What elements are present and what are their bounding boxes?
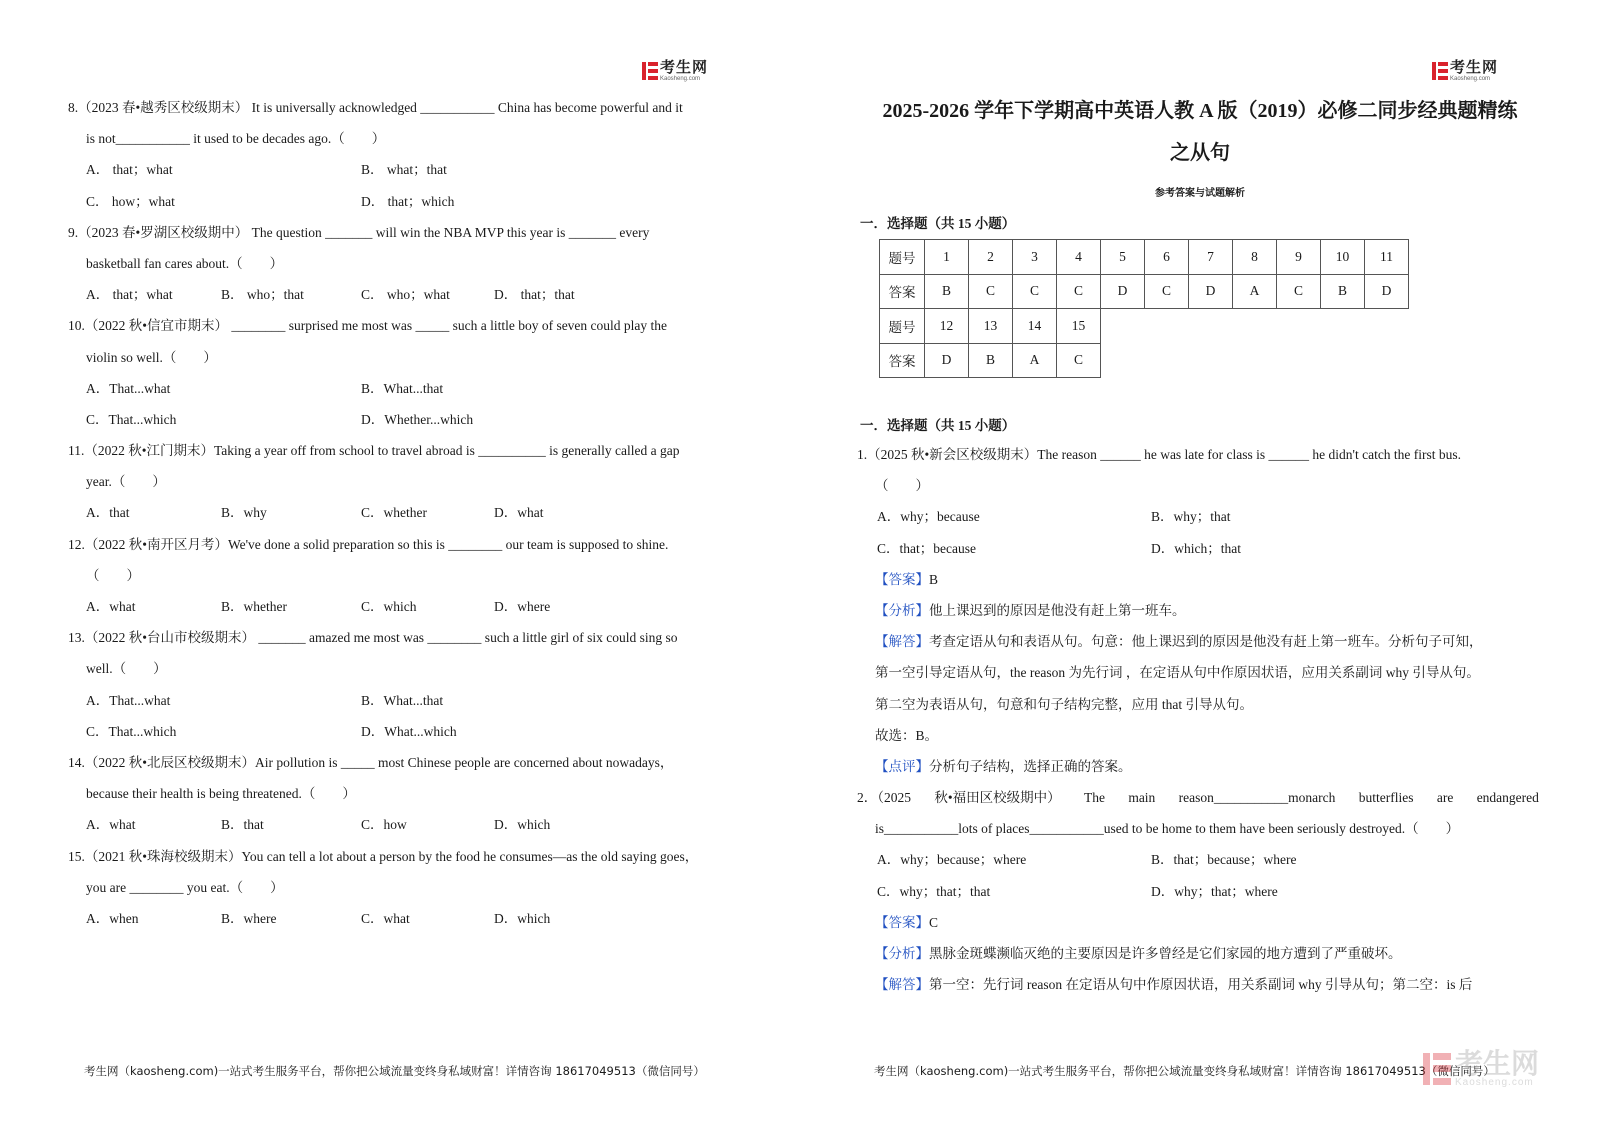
kaosheng-logo [1432,60,1498,82]
option: A．what [86,817,136,833]
option: C．whether [361,505,427,521]
question-stem: 1.（2025 秋•新会区校级期末）The reason ______ he was late for class is ______ he didn't catch the first bus. [857,447,1462,462]
answer-line [857,907,1539,938]
question-stem: well.（ ） [86,661,167,677]
stem-word: endangered [1476,790,1539,806]
option: D．what [494,505,544,521]
option: A． that；what [86,287,173,303]
option: B．that [221,817,264,833]
stem-word: main [1128,790,1156,806]
question-item [68,747,728,841]
option: C．what [361,910,410,926]
table-cell: 13 [969,309,1013,344]
option-row [68,591,728,622]
stem-word: 2．（2025 [857,790,911,806]
stem-word: 秋•福田区校级期中） [934,790,1061,806]
question-stem: violin so well.（ ） [86,349,217,365]
table-cell: D [1365,274,1409,309]
stem-word: The [1083,790,1105,806]
table-cell: 9 [1277,240,1321,275]
question-stem: because their health is being threatened.（ ） [86,786,356,802]
watermark-logo [1423,1047,1540,1088]
option: A．That...what [86,692,171,708]
table-cell: 11 [1365,240,1409,275]
solution-tag: 【解答】 [875,634,929,650]
table-cell: 10 [1321,240,1365,275]
table-cell: 4 [1057,240,1101,275]
document-subtitle: 参考答案与试题解析 [1155,188,1245,199]
question-item [68,841,728,935]
table-cell: 2 [969,240,1013,275]
document-title [860,90,1540,174]
option: D．Whether...which [361,411,474,427]
option: B． what；that [361,162,447,178]
option: C．That...which [86,723,177,739]
question-stem: basketball fan cares about.（ ） [86,255,284,271]
option-row [68,279,728,310]
table-header-cell: 题号 [880,240,925,275]
option: B．why [221,505,267,521]
page-footer: 考生网（kaosheng.com)一站式考生服务平台，帮你把公域流量变终身私域财富！详情咨询 18617049513（微信同号） [874,1064,1495,1078]
option: C．why；that；that [877,883,991,899]
stem-word: reason___________monarch [1178,790,1336,806]
table-row [880,309,1409,344]
table-cell: B [1321,274,1365,309]
question-stem: 9.（2023 春•罗湖区校级期中） The question _______ will win the NBA MVP this year is _______ every [68,224,650,240]
option-row [68,903,728,934]
question-item [68,529,728,623]
question-item [68,435,728,529]
option-row [857,533,1539,564]
solution-tag: 【解答】 [875,977,929,993]
kaosheng-logo-icon [642,62,658,80]
watermark-text: 考生网 [1455,1047,1540,1080]
title-line-1: 2025-2026 学年下学期高中英语人教 A 版（2019）必修二同步经典题精练 [882,100,1518,122]
logo-text: 考生网 [1450,58,1499,76]
option: B． who；that [221,287,304,303]
question-item [68,622,728,747]
analysis-line [857,595,1539,626]
question-stem: is not___________ it used to be decades ago.（ ） [86,131,386,147]
table-header-cell: 答案 [880,274,925,309]
solution-q1 [857,439,1539,1000]
option: C．That...which [86,411,177,427]
option: B．whether [221,599,287,614]
table-cell: D [925,343,969,378]
option: C． how；what [86,193,175,209]
option: C．that；because [877,540,976,556]
solution-line [857,969,1539,1000]
table-cell: 12 [925,309,969,344]
logo-subtext: Kaosheng.com [1450,76,1491,82]
answer-value: B [929,571,939,587]
table-cell: C [1057,274,1101,309]
option: A．That...what [86,380,171,396]
analysis-tag: 【分析】 [875,946,929,961]
table-cell: 7 [1189,240,1233,275]
analysis-tag: 【分析】 [875,602,929,618]
question-stem: 13.（2022 秋•台山市校级期末） _______ amazed me most was ________ such a little girl of six could sing so [68,630,678,646]
comment-line [857,751,1539,782]
table-header-cell: 题号 [880,309,925,344]
comment-text: 分析句子结构，选择正确的答案。 [929,758,1132,774]
section-heading: 一．选择题（共 15 小题） [860,216,1016,231]
option: A．why；because [877,509,980,525]
question-item [68,310,728,435]
option-row [68,809,728,840]
table-cell: D [1189,274,1233,309]
table-cell: C [969,274,1013,309]
table-row [880,343,1409,378]
answer-table [879,239,1409,378]
solution-text: 考查定语从句和表语从句。句意：他上课迟到的原因是他没有赶上第一班车。分析句子可知， [929,634,1483,650]
option: B．why；that [1151,509,1231,525]
question-stem: （ ） [86,567,140,583]
table-cell: C [1057,343,1101,378]
watermark-logo-icon [1423,1053,1451,1085]
table-cell: A [1013,343,1057,378]
solution-line [857,626,1539,657]
table-cell: 15 [1057,309,1101,344]
option: C．which [361,599,417,614]
option: C．how [361,817,407,833]
option-row [68,404,728,435]
question-list [68,92,728,934]
option-row [68,186,728,217]
question-stem: you are ________ you eat.（ ） [86,879,284,895]
question-stem: 14.（2022 秋•北辰区校级期末）Air pollution is _____ most Chinese people are concerned about nowadays， [68,754,674,770]
question-stem: 12.（2022 秋•南开区月考）We've done a solid preparation so this is ________ our team is supposed to shine. [68,536,669,552]
solution-line: 第二空为表语从句，句意和句子结构完整，应用 that 引导从句。 [875,696,1253,712]
analysis-text: 黑脉金斑蝶濒临灭绝的主要原因是许多曾经是它们家园的地方遭到了严重破坏。 [929,946,1402,961]
option-row [68,373,728,404]
question-stem: 10.（2022 秋•信宜市期末） ________ surprised me most was _____ such a little boy of seven could play the [68,318,668,334]
option: D．where [494,599,551,614]
option-row [68,685,728,716]
logo-subtext: Kaosheng.com [660,76,701,82]
option-row [857,844,1539,875]
answer-value: C [929,914,939,930]
table-cell: C [1013,274,1057,309]
option: D．which [494,910,551,926]
option-row [68,154,728,185]
option: D． that；which [361,193,455,209]
answer-tag: 【答案】 [875,914,929,930]
table-cell: 5 [1101,240,1145,275]
table-cell: 3 [1013,240,1057,275]
table-cell: B [925,274,969,309]
question-stem [857,782,1539,813]
option: C． who；what [361,287,450,303]
question-stem: is___________lots of places___________used to be home to them have been seriously destroyed.（ ） [875,821,1460,837]
question-item [68,217,728,311]
option: D．which [494,817,551,833]
answer-tag: 【答案】 [875,571,929,587]
analysis-line [857,938,1539,969]
table-cell: 14 [1013,309,1057,344]
option-row [68,716,728,747]
option: D． that；that [494,287,575,303]
option-row [857,876,1539,907]
question-stem: 11.（2022 秋•江门期末）Taking a year off from school to travel abroad is __________ is generally called a gap [68,443,680,459]
analysis-text: 他上课迟到的原因是他没有赶上第一班车。 [929,602,1186,618]
table-cell: C [1145,274,1189,309]
table-cell: D [1101,274,1145,309]
table-cell: B [969,343,1013,378]
question-item [68,92,728,217]
table-header-cell: 答案 [880,343,925,378]
option-row [857,501,1539,532]
table-cell: 6 [1145,240,1189,275]
option: D．which；that [1151,540,1241,556]
watermark-subtext: Kaosheng.com [1455,1077,1534,1088]
table-cell: 8 [1233,240,1277,275]
page-footer: 考生网（kaosheng.com)一站式考生服务平台，帮你把公域流量变终身私域财富！详情咨询 18617049513（微信同号） [84,1064,705,1078]
option: A．why；because；where [877,852,1027,868]
option: A．what [86,599,136,614]
logo-text: 考生网 [660,58,709,76]
table-cell: 1 [925,240,969,275]
question-stem: 8.（2023 春•越秀区校级期末） It is universally acknowledged ___________ China has become powerful and it [68,100,683,115]
option: B．that；because；where [1151,852,1297,868]
question-stem: （ ） [875,478,929,494]
question-stem: 15.（2021 秋•珠海校级期末）You can tell a lot about a person by the food he consumes—as the old saying goes， [68,848,699,864]
table-row [880,274,1409,309]
question-stem: year.（ ） [86,474,166,490]
option: D．What...which [361,723,457,739]
comment-tag: 【点评】 [875,758,929,774]
option: A． that；what [86,162,173,178]
option: B．What...that [361,692,444,708]
option: B．where [221,910,277,926]
section-heading: 一．选择题（共 15 小题） [860,418,1016,433]
solution-line: 第一空引导定语从句，the reason 为先行词 ，在定语从句中作原因状语，应用关系副词 why 引导从句。 [875,665,1480,681]
option: A．when [86,910,139,926]
table-row [880,240,1409,275]
table-cell: C [1277,274,1321,309]
stem-word: are [1436,790,1454,806]
table-cell: A [1233,274,1277,309]
solution-text: 第一空：先行词 reason 在定语从句中作原因状语，用关系副词 why 引导从句；第二空：is 后 [929,977,1473,993]
option-row [68,497,728,528]
solution-line: 故选：B。 [875,727,939,743]
option: D．why；that；where [1151,883,1278,899]
kaosheng-logo-icon [1432,62,1448,80]
kaosheng-logo [642,60,708,82]
title-line-2: 之从句 [1170,142,1230,164]
option: A．that [86,505,130,521]
option: B．What...that [361,380,444,396]
answer-line [857,564,1539,595]
stem-word: butterflies [1358,790,1414,806]
